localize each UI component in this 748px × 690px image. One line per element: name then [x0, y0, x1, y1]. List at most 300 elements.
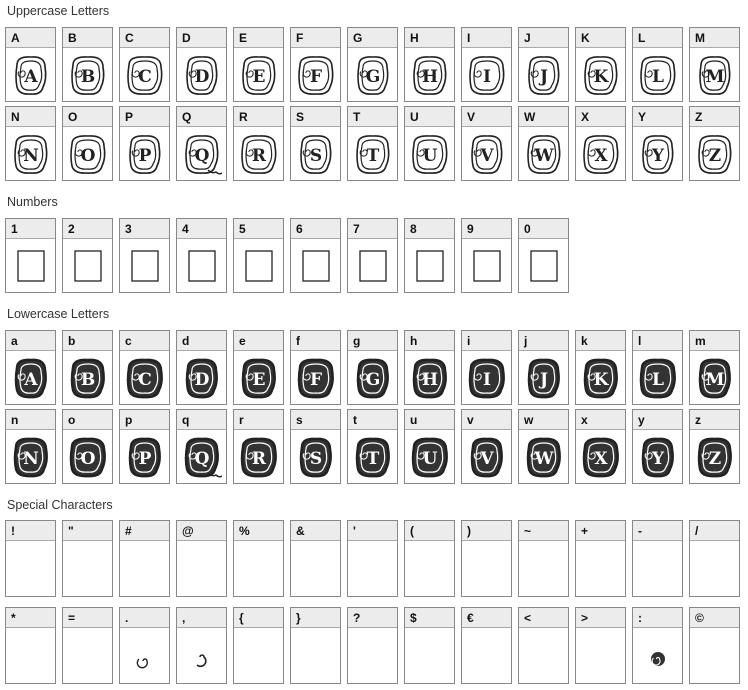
glyph-letter-shape: U [422, 145, 437, 166]
glyph-cell[interactable] [575, 330, 626, 405]
glyph-missing-box [244, 249, 274, 283]
glyph-cell[interactable] [347, 520, 398, 597]
section-title: Uppercase Letters [7, 4, 110, 18]
glyph-preview [348, 351, 397, 404]
glyph-letter-g [353, 53, 393, 97]
glyph-cell[interactable] [632, 607, 683, 684]
glyph-cell[interactable] [290, 106, 341, 181]
glyph-cell-label: % [234, 521, 283, 541]
glyph-cell[interactable] [347, 409, 398, 484]
glyph-letter-x [581, 132, 621, 176]
glyph-preview [576, 351, 625, 404]
glyph-letter-shape: R [251, 448, 266, 469]
glyph-cell-label: 1 [6, 219, 55, 239]
glyph-letter-shape: Z [708, 448, 721, 469]
glyph-cell-label: M [690, 28, 739, 48]
glyph-cell[interactable] [404, 607, 455, 684]
glyph-preview [177, 541, 226, 596]
glyph-preview [177, 127, 226, 180]
glyph-cell[interactable] [233, 218, 284, 293]
glyph-preview [120, 430, 169, 483]
glyph-cell[interactable] [233, 330, 284, 405]
glyph-letter-shape: L [651, 66, 664, 87]
glyph-letter-shape: D [194, 369, 209, 390]
section-title: Lowercase Letters [7, 307, 110, 321]
glyph-cell[interactable] [176, 330, 227, 405]
glyph-cell[interactable] [518, 520, 569, 597]
glyph-letter-shape: I [482, 369, 491, 390]
glyph-preview [462, 430, 511, 483]
glyph-cell[interactable] [290, 330, 341, 405]
glyph-cell-label: y [633, 410, 682, 430]
glyph-preview [63, 541, 112, 596]
glyph-letter-shape: E [252, 369, 265, 390]
glyph-preview [120, 127, 169, 180]
glyph-preview [576, 127, 625, 180]
glyph-cell-label: K [576, 28, 625, 48]
glyph-cell[interactable] [119, 27, 170, 102]
glyph-missing-box [415, 249, 445, 283]
glyph-letter-shape: Q [194, 448, 209, 469]
glyph-letter-a [11, 53, 51, 97]
glyph-letter-shape: C [137, 66, 152, 87]
glyph-cell[interactable] [518, 330, 569, 405]
glyph-cell[interactable] [233, 106, 284, 181]
glyph-letter-m [695, 356, 735, 400]
glyph-cell-label: l [633, 331, 682, 351]
glyph-cell-label: U [405, 107, 454, 127]
glyph-cell[interactable] [404, 106, 455, 181]
glyph-cell-label: v [462, 410, 511, 430]
glyph-letter-d [182, 356, 222, 400]
glyph-preview [576, 628, 625, 683]
glyph-cell[interactable] [347, 330, 398, 405]
glyph-cell-label: 3 [120, 219, 169, 239]
glyph-cell[interactable] [176, 607, 227, 684]
glyph-cell-label: I [462, 28, 511, 48]
glyph-preview [6, 628, 55, 683]
glyph-cell[interactable] [689, 330, 740, 405]
glyph-cell-label: f [291, 331, 340, 351]
glyph-letter-shape: A [23, 369, 38, 390]
glyph-preview [462, 351, 511, 404]
glyph-cell-label: E [234, 28, 283, 48]
glyph-cell[interactable] [62, 520, 113, 597]
glyph-preview [291, 430, 340, 483]
glyph-cell-label: m [690, 331, 739, 351]
glyph-preview [234, 239, 283, 292]
glyph-cell-label: h [405, 331, 454, 351]
glyph-preview [576, 430, 625, 483]
glyph-preview [519, 351, 568, 404]
glyph-letter-v [467, 435, 507, 479]
glyph-cell[interactable] [575, 106, 626, 181]
glyph-preview [120, 48, 169, 101]
glyph-preview [63, 628, 112, 683]
glyph-cell[interactable] [461, 409, 512, 484]
glyph-cell[interactable] [233, 27, 284, 102]
glyph-preview [120, 541, 169, 596]
glyph-letter-shape: L [651, 369, 664, 390]
glyph-preview [690, 430, 739, 483]
glyph-cell[interactable] [176, 106, 227, 181]
glyph-preview [291, 48, 340, 101]
glyph-preview [405, 628, 454, 683]
glyph-preview [519, 541, 568, 596]
glyph-preview [63, 48, 112, 101]
glyph-cell[interactable] [632, 520, 683, 597]
glyph-letter-shape: T [366, 448, 379, 469]
glyph-letter-shape: M [705, 369, 724, 390]
glyph-cell-label: > [576, 608, 625, 628]
glyph-cell[interactable] [689, 520, 740, 597]
glyph-letter-p [125, 132, 165, 176]
glyph-cell[interactable] [404, 218, 455, 293]
glyph-letter-shape: A [23, 66, 38, 87]
glyph-cell[interactable] [575, 27, 626, 102]
glyph-letter-shape: J [539, 369, 548, 390]
glyph-preview [291, 239, 340, 292]
glyph-letter-i [467, 356, 507, 400]
glyph-cell-label: 0 [519, 219, 568, 239]
glyph-cell-label: D [177, 28, 226, 48]
glyph-preview [63, 127, 112, 180]
glyph-cell[interactable] [689, 106, 740, 181]
glyph-letter-j [524, 356, 564, 400]
glyph-cell-label: ( [405, 521, 454, 541]
glyph-letter-f [296, 356, 336, 400]
glyph-letter-shape: W [533, 145, 554, 166]
glyph-letter-shape: K [593, 66, 608, 87]
glyph-cell[interactable] [290, 607, 341, 684]
glyph-cell[interactable] [176, 409, 227, 484]
glyph-cell[interactable] [62, 607, 113, 684]
glyph-cell-label: O [63, 107, 112, 127]
glyph-cell[interactable] [290, 520, 341, 597]
glyph-cell-label: < [519, 608, 568, 628]
glyph-preview [405, 127, 454, 180]
glyph-cell[interactable] [632, 330, 683, 405]
glyph-cell-label: $ [405, 608, 454, 628]
glyph-preview [462, 48, 511, 101]
glyph-letter-r [239, 132, 279, 176]
glyph-cell-label: o [63, 410, 112, 430]
glyph-cell[interactable] [62, 330, 113, 405]
glyph-letter-t [353, 435, 393, 479]
glyph-letter-shape: H [421, 66, 438, 87]
glyph-cell[interactable] [5, 330, 56, 405]
glyph-cell[interactable] [5, 409, 56, 484]
glyph-cell-label: ? [348, 608, 397, 628]
glyph-cell-label: } [291, 608, 340, 628]
glyph-cell-label: a [6, 331, 55, 351]
glyph-preview [690, 541, 739, 596]
glyph-cell-label: G [348, 28, 397, 48]
glyph-preview [291, 628, 340, 683]
glyph-cell[interactable] [461, 520, 512, 597]
glyph-cell-label: : [633, 608, 682, 628]
glyph-preview [234, 628, 283, 683]
glyph-cell-label: w [519, 410, 568, 430]
glyph-letter-b [68, 53, 108, 97]
glyph-letter-c [125, 356, 165, 400]
glyph-cell[interactable] [461, 330, 512, 405]
glyph-cell[interactable] [575, 607, 626, 684]
glyph-preview [690, 127, 739, 180]
glyph-cell-label: 7 [348, 219, 397, 239]
glyph-letter-shape: F [309, 66, 322, 87]
glyph-letter-shape: R [251, 145, 266, 166]
glyph-cell[interactable] [689, 607, 740, 684]
glyph-letter-l [638, 53, 678, 97]
glyph-cell[interactable] [518, 106, 569, 181]
glyph-letter-shape: I [482, 66, 491, 87]
glyph-letter-shape: G [365, 369, 380, 390]
glyph-preview [177, 351, 226, 404]
glyph-preview [462, 541, 511, 596]
glyph-cell-label: b [63, 331, 112, 351]
glyph-cell[interactable] [290, 218, 341, 293]
glyph-cell-label: 2 [63, 219, 112, 239]
glyph-letter-w [524, 132, 564, 176]
glyph-preview [405, 351, 454, 404]
glyph-cell-label: * [6, 608, 55, 628]
glyph-cell-label: " [63, 521, 112, 541]
glyph-preview [177, 239, 226, 292]
glyph-preview [690, 48, 739, 101]
glyph-missing-box [16, 249, 46, 283]
glyph-cell[interactable] [5, 106, 56, 181]
glyph-letter-u [410, 132, 450, 176]
glyph-cell-label: @ [177, 521, 226, 541]
glyph-cell-label: k [576, 331, 625, 351]
glyph-cell[interactable] [5, 520, 56, 597]
glyph-cell-label: # [120, 521, 169, 541]
glyph-letter-shape: N [22, 448, 39, 469]
glyph-cell[interactable] [632, 409, 683, 484]
glyph-preview [405, 48, 454, 101]
glyph-cell-label: F [291, 28, 340, 48]
glyph-preview [633, 127, 682, 180]
glyph-letter-i [467, 53, 507, 97]
glyph-cell[interactable] [233, 607, 284, 684]
glyph-preview [462, 127, 511, 180]
glyph-cell[interactable] [5, 607, 56, 684]
glyph-cell[interactable] [404, 330, 455, 405]
glyph-letter-p [125, 435, 165, 479]
glyph-letter-shape: F [309, 369, 322, 390]
glyph-cell-label: R [234, 107, 283, 127]
glyph-cell-label: 4 [177, 219, 226, 239]
glyph-letter-l [638, 356, 678, 400]
glyph-letter-shape: M [705, 66, 724, 87]
glyph-letter-c [125, 53, 165, 97]
glyph-cell-label: e [234, 331, 283, 351]
glyph-letter-k [581, 53, 621, 97]
glyph-preview [234, 430, 283, 483]
glyph-cell[interactable] [347, 607, 398, 684]
glyph-letter-shape: V [479, 145, 494, 166]
glyph-preview [405, 541, 454, 596]
glyph-missing-box [73, 249, 103, 283]
glyph-letter-shape: O [80, 145, 95, 166]
glyph-cell[interactable] [290, 409, 341, 484]
glyph-cell-label: H [405, 28, 454, 48]
glyph-cell[interactable] [461, 27, 512, 102]
glyph-letter-g [353, 356, 393, 400]
glyph-letter-d [182, 53, 222, 97]
glyph-letter-shape: X [593, 448, 608, 469]
glyph-preview [177, 48, 226, 101]
glyph-letter-shape: H [421, 369, 438, 390]
glyph-punct-period [130, 639, 160, 673]
glyph-cell[interactable] [689, 27, 740, 102]
glyph-cell[interactable] [62, 106, 113, 181]
glyph-preview [177, 628, 226, 683]
glyph-cell[interactable] [632, 27, 683, 102]
glyph-cell[interactable] [347, 106, 398, 181]
glyph-preview [576, 541, 625, 596]
glyph-preview [633, 628, 682, 683]
glyph-letter-n [11, 132, 51, 176]
glyph-letter-u [410, 435, 450, 479]
glyph-preview [177, 430, 226, 483]
glyph-cell-label: © [690, 608, 739, 628]
glyph-letter-shape: S [309, 145, 322, 166]
glyph-letter-shape: K [593, 369, 608, 390]
glyph-cell[interactable] [119, 218, 170, 293]
glyph-letter-shape: B [80, 369, 95, 390]
glyph-cell-label: B [63, 28, 112, 48]
glyph-cell-label: i [462, 331, 511, 351]
glyph-cell-label: A [6, 28, 55, 48]
glyph-cell-label: { [234, 608, 283, 628]
glyph-preview [348, 48, 397, 101]
glyph-missing-box [130, 249, 160, 283]
glyph-cell-label: P [120, 107, 169, 127]
glyph-cell[interactable] [233, 520, 284, 597]
glyph-preview [63, 430, 112, 483]
glyph-letter-f [296, 53, 336, 97]
glyph-cell-label: d [177, 331, 226, 351]
glyph-preview [291, 351, 340, 404]
glyph-letter-r [239, 435, 279, 479]
glyph-missing-box [301, 249, 331, 283]
glyph-letter-o [68, 132, 108, 176]
glyph-cell[interactable] [119, 409, 170, 484]
glyph-letter-shape: Y [651, 448, 664, 469]
glyph-letter-y [638, 435, 678, 479]
glyph-cell[interactable] [461, 218, 512, 293]
glyph-cell[interactable] [461, 106, 512, 181]
glyph-cell[interactable] [62, 409, 113, 484]
glyph-cell[interactable] [404, 520, 455, 597]
glyph-cell-label: Z [690, 107, 739, 127]
glyph-cell[interactable] [518, 409, 569, 484]
glyph-cell[interactable] [5, 27, 56, 102]
glyph-preview [63, 239, 112, 292]
glyph-letter-shape: T [366, 145, 379, 166]
glyph-preview [6, 430, 55, 483]
glyph-cell[interactable] [119, 106, 170, 181]
glyph-cell-label: W [519, 107, 568, 127]
glyph-preview [291, 541, 340, 596]
glyph-preview [120, 628, 169, 683]
glyph-letter-shape: Y [651, 145, 664, 166]
glyph-cell-label: 8 [405, 219, 454, 239]
glyph-letter-shape: J [539, 66, 548, 87]
glyph-cell[interactable] [176, 218, 227, 293]
glyph-letter-shape: N [22, 145, 39, 166]
glyph-cell[interactable] [290, 27, 341, 102]
glyph-preview [462, 239, 511, 292]
glyph-cell-label: u [405, 410, 454, 430]
glyph-cell[interactable] [632, 106, 683, 181]
glyph-cell-label: 9 [462, 219, 511, 239]
glyph-cell-label: x [576, 410, 625, 430]
glyph-cell[interactable] [347, 27, 398, 102]
glyph-cell[interactable] [62, 27, 113, 102]
glyph-preview [633, 430, 682, 483]
glyph-cell[interactable] [176, 27, 227, 102]
glyph-cell[interactable] [689, 409, 740, 484]
glyph-preview [690, 351, 739, 404]
glyph-missing-box [187, 249, 217, 283]
glyph-preview [348, 541, 397, 596]
glyph-cell[interactable] [119, 330, 170, 405]
glyph-cell[interactable] [119, 607, 170, 684]
glyph-letter-shape: C [137, 369, 152, 390]
glyph-letter-shape: P [138, 448, 151, 469]
glyph-cell-label: . [120, 608, 169, 628]
glyph-cell-label: 5 [234, 219, 283, 239]
glyph-preview [519, 127, 568, 180]
glyph-cell-label: ! [6, 521, 55, 541]
glyph-cell-label: Q [177, 107, 226, 127]
glyph-cell[interactable] [176, 520, 227, 597]
glyph-cell[interactable] [404, 409, 455, 484]
glyph-letter-shape: Z [708, 145, 721, 166]
glyph-preview [348, 430, 397, 483]
glyph-cell-label: N [6, 107, 55, 127]
glyph-cell[interactable] [404, 27, 455, 102]
glyph-cell[interactable] [518, 218, 569, 293]
glyph-cell[interactable] [575, 520, 626, 597]
glyph-letter-t [353, 132, 393, 176]
glyph-preview [348, 127, 397, 180]
glyph-cell-label: T [348, 107, 397, 127]
glyph-cell-label: V [462, 107, 511, 127]
glyph-preview [234, 48, 283, 101]
glyph-cell[interactable] [461, 607, 512, 684]
glyph-cell[interactable] [5, 218, 56, 293]
glyph-cell[interactable] [347, 218, 398, 293]
glyph-letter-shape: U [422, 448, 437, 469]
glyph-letter-h [410, 356, 450, 400]
glyph-preview [120, 351, 169, 404]
glyph-letter-o [68, 435, 108, 479]
glyph-preview [6, 127, 55, 180]
glyph-letter-k [581, 356, 621, 400]
glyph-cell[interactable] [518, 607, 569, 684]
glyph-cell[interactable] [233, 409, 284, 484]
glyph-cell[interactable] [575, 409, 626, 484]
glyph-cell[interactable] [518, 27, 569, 102]
glyph-cell[interactable] [119, 520, 170, 597]
glyph-cell-label: z [690, 410, 739, 430]
glyph-cell[interactable] [62, 218, 113, 293]
glyph-preview [633, 48, 682, 101]
